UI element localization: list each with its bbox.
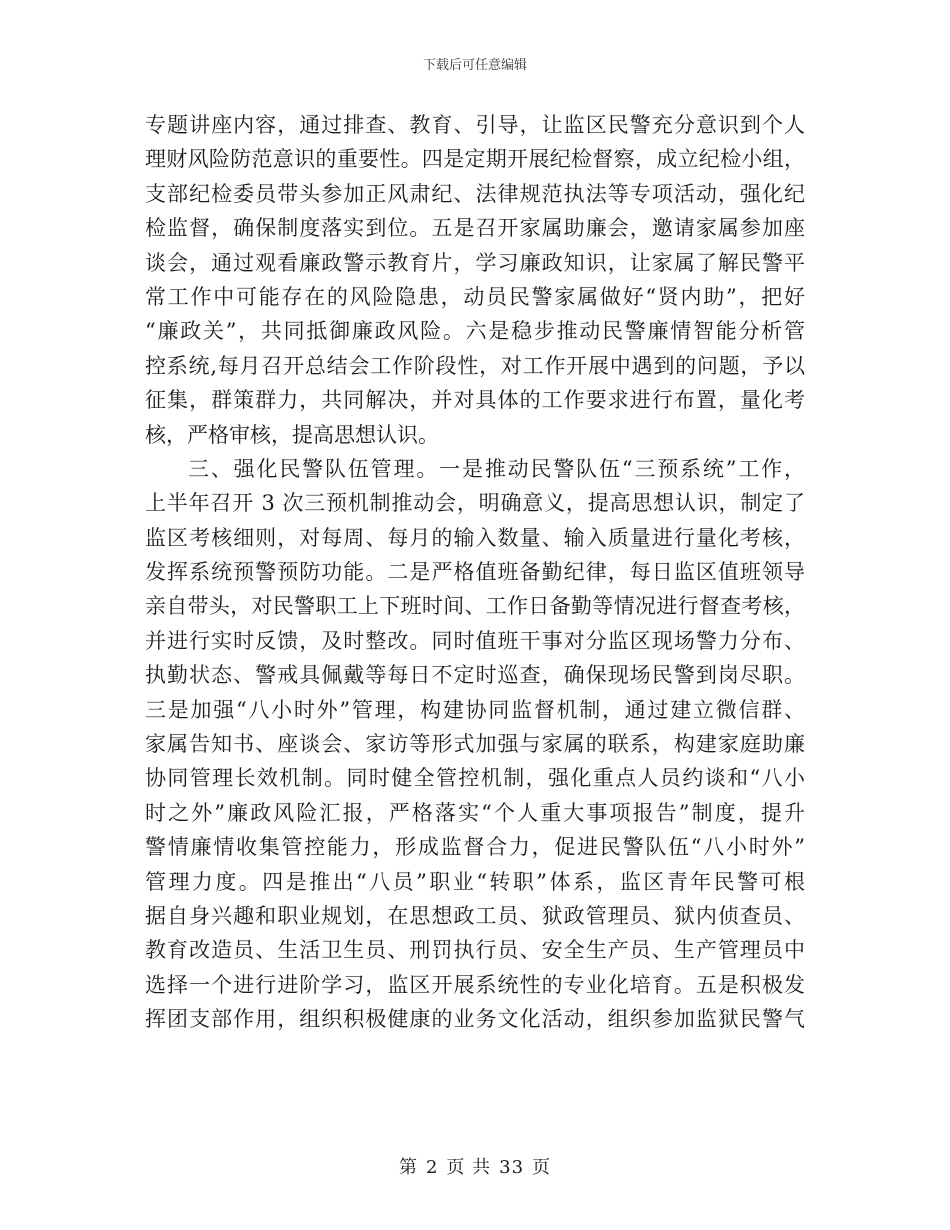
text-line: 检监督，确保制度落实到位。五是召开家属助廉会，邀请家属参加座 [145, 216, 805, 241]
text-line: 支部纪检委员带头参加正风肃纪、法律规范执法等专项活动，强化纪 [145, 181, 805, 206]
document-body [145, 108, 805, 1037]
footer-suffix: 页 [532, 1157, 552, 1178]
text-line: 理财风险防范意识的重要性。四是定期开展纪检督察，成立纪检小组， [145, 147, 805, 172]
text-line: 挥团支部作用，组织积极健康的业务文化活动，组织参加监狱民警气 [145, 1007, 805, 1032]
text-line: 执勤状态、警戒具佩戴等每日不定时巡查，确保现场民警到岗尽职。 [145, 663, 805, 688]
text-line: 据自身兴趣和职业规划，在思想政工员、狱政管理员、狱内侦查员、 [145, 903, 805, 928]
text-line: 教育改造员、生活卫生员、刑罚执行员、安全生产员、生产管理员中 [145, 938, 805, 963]
text-line: 专题讲座内容，通过排查、教育、引导，让监区民警充分意识到个人 [145, 113, 805, 137]
text-line: 选择一个进行进阶学习，监区开展系统性的专业化培育。五是积极发 [145, 972, 805, 997]
text-line: 控系统,每月召开总结会工作阶段性，对工作开展中遇到的问题，予以 [145, 353, 805, 378]
text-line: 核，严格审核，提高思想认识。 [145, 422, 439, 447]
text-line: 时之外”廉政风险汇报，严格落实“个人重大事项报告”制度，提升 [145, 800, 805, 825]
text-line: 三是加强“八小时外”管理，构建协同监督机制，通过建立微信群、 [145, 697, 805, 722]
text-line: “廉政关”，共同抵御廉政风险。六是稳步推动民警廉情智能分析管 [145, 319, 805, 344]
text-line: 协同管理长效机制。同时健全管控机制，强化重点人员约谈和“八小 [145, 766, 805, 791]
text-line: 监区考核细则，对每周、每月的输入数量、输入质量进行量化考核， [145, 525, 805, 550]
text-line: 上半年召开 3 次三预机制推动会，明确意义，提高思想认识，制定了 [145, 491, 805, 516]
text-line: 家属告知书、座谈会、家访等形式加强与家属的联系，构建家庭助廉 [145, 732, 805, 757]
footer-middle: 页 共 [446, 1157, 492, 1178]
text-line: 管理力度。四是推出“八员”职业“转职”体系，监区青年民警可根 [145, 869, 805, 894]
text-line: 谈会，通过观看廉政警示教育片，学习廉政知识，让家属了解民警平 [145, 250, 805, 275]
text-line: 三、强化民警队伍管理。一是推动民警队伍“三预系统”工作， [188, 456, 805, 481]
text-line: 警情廉情收集管控能力，形成监督合力，促进民警队伍“八小时外” [145, 835, 805, 860]
text-line: 发挥系统预警预防功能。二是严格值班备勤纪律，每日监区值班领导 [145, 560, 805, 585]
page-header: 下载后可任意编辑 [422, 58, 527, 73]
text-line: 常工作中可能存在的风险隐患，动员民警家属做好“贤内助”，把好 [145, 284, 805, 309]
text-line: 并进行实时反馈，及时整改。同时值班干事对分监区现场警力分布、 [145, 628, 805, 653]
current-page-number: 2 [425, 1157, 439, 1178]
page-footer [0, 1153, 950, 1179]
text-line: 亲自带头，对民警职工上下班时间、工作日备勤等情况进行督查考核， [145, 594, 805, 619]
text-line: 征集，群策群力，共同解决，并对具体的工作要求进行布置，量化考 [145, 388, 805, 413]
total-page-count: 33 [499, 1157, 525, 1178]
footer-prefix: 第 [398, 1157, 418, 1178]
